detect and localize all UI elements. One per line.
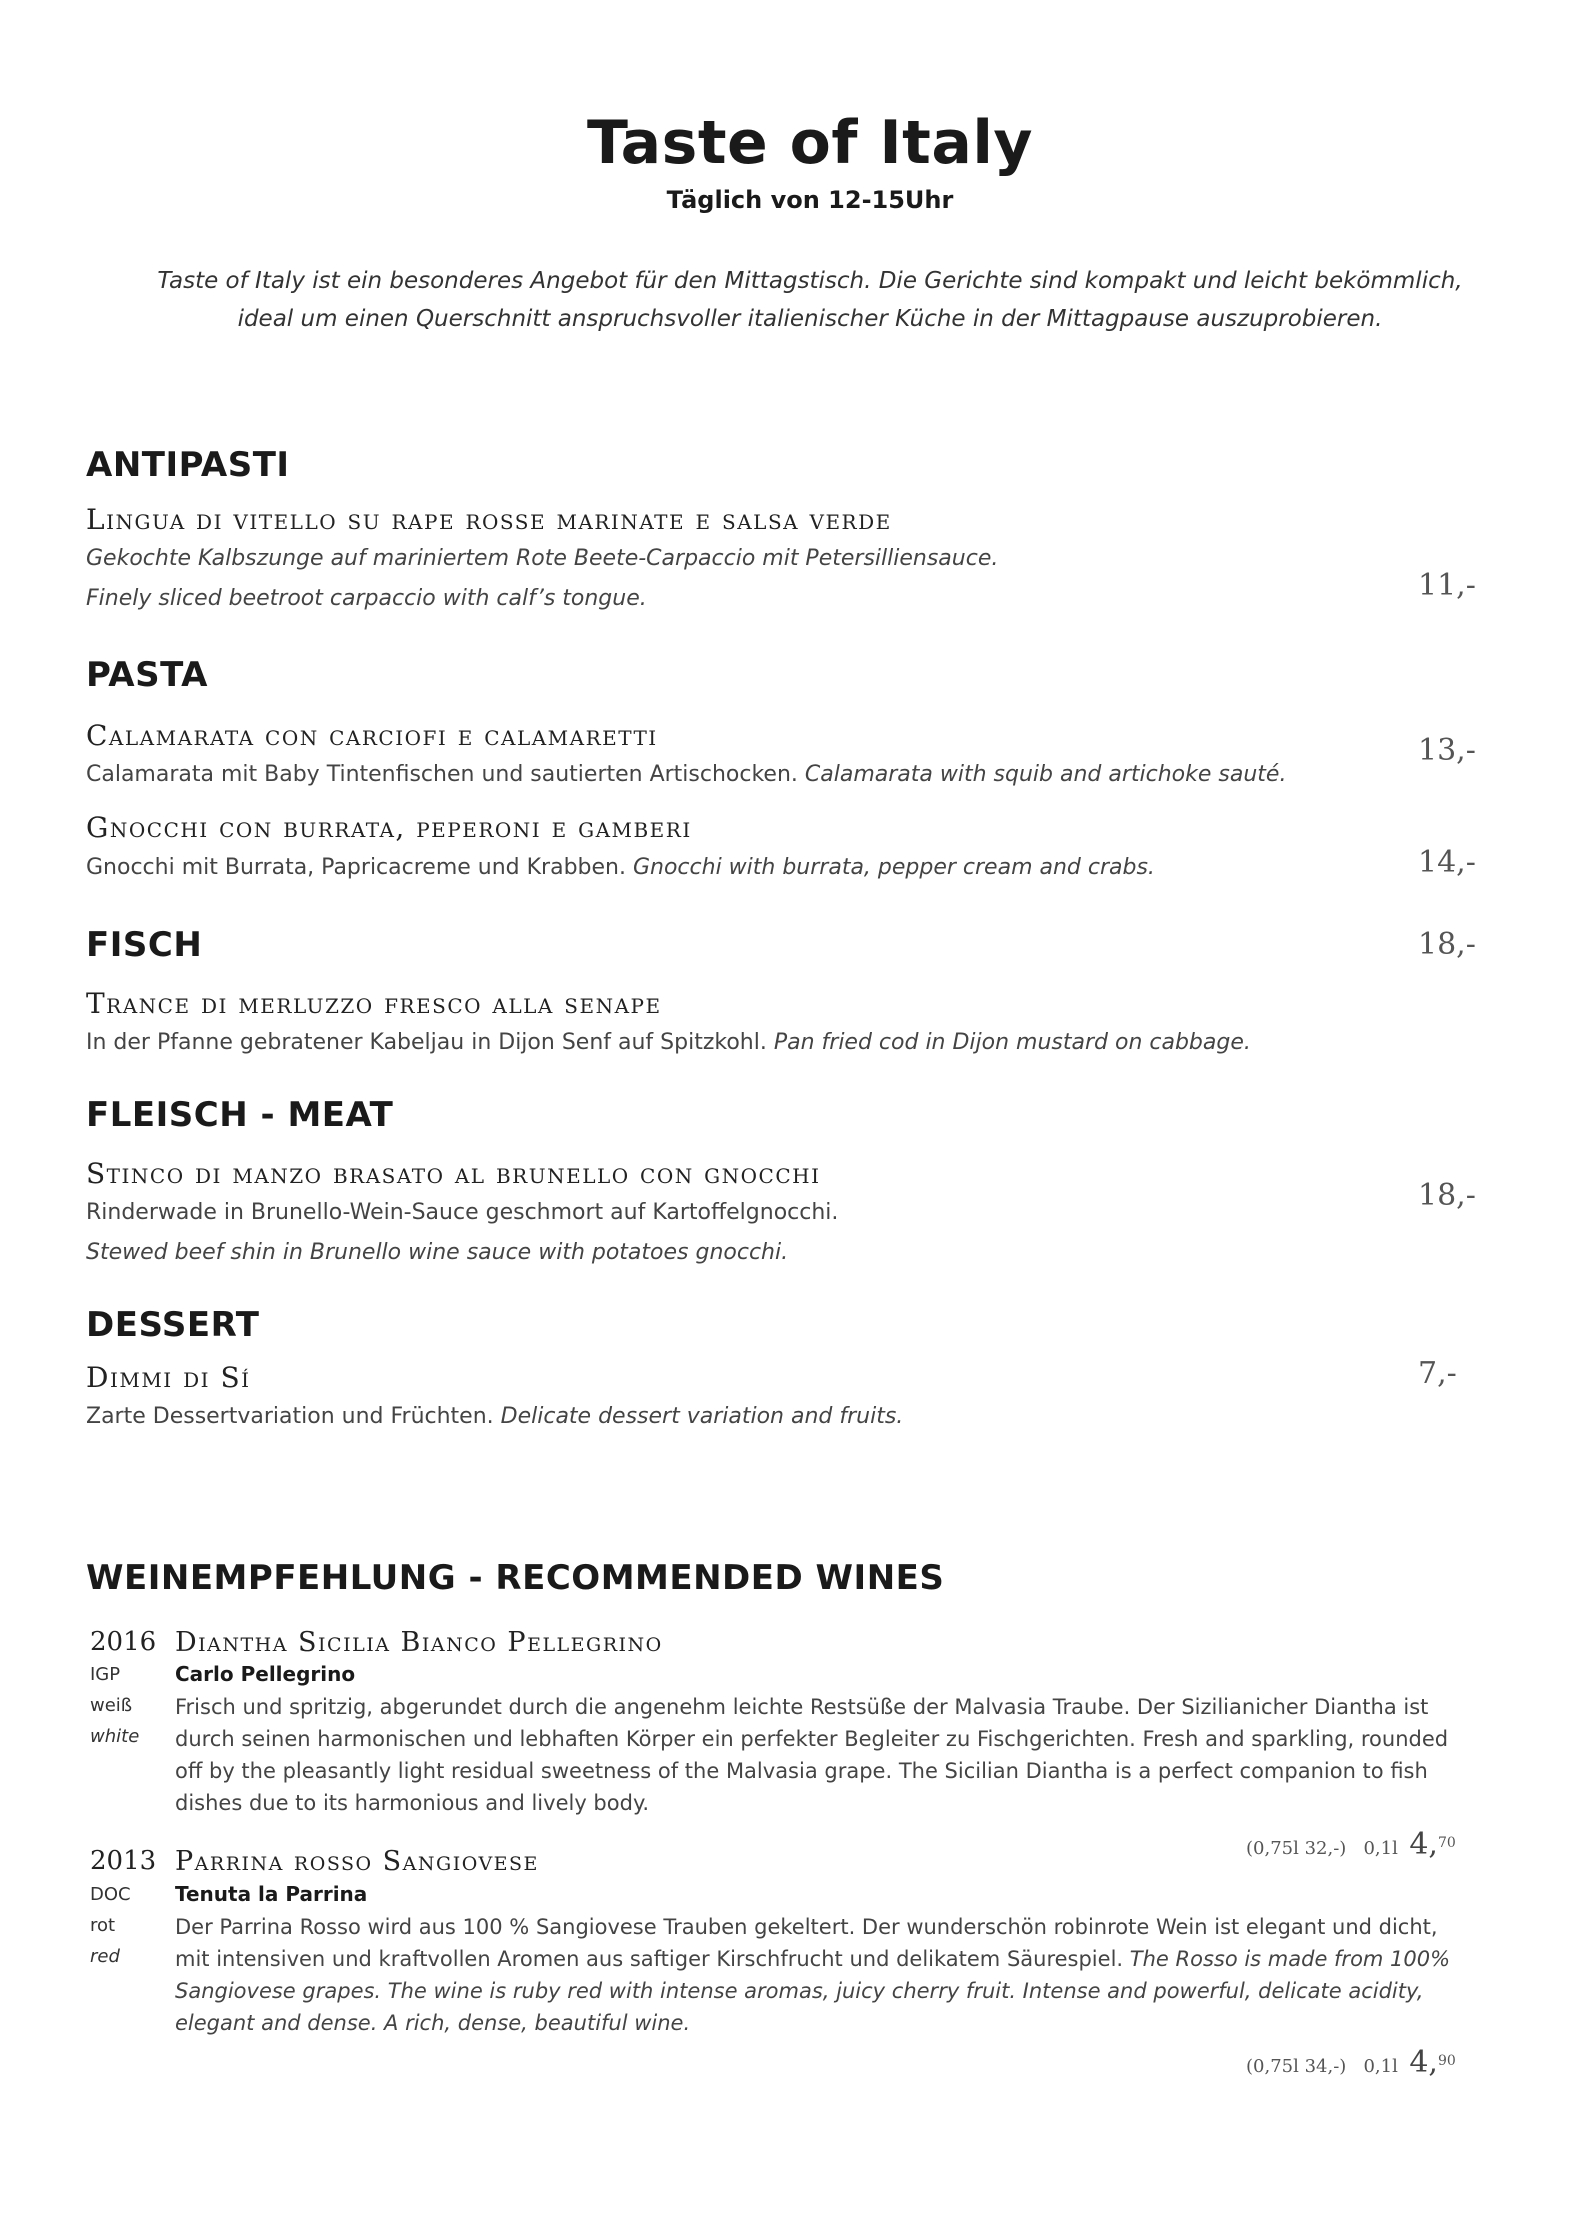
intro-line-2: ideal um einen Querschnitt anspruchsvoller italienischer Küche in der Mittagpause auszuprobieren. [237,306,1383,332]
section-dessert-heading: DESSERT [86,1305,260,1345]
dish-desc-en: Pan fried cod in Dijon mustard on cabbage. [773,1030,1251,1055]
wine-price [1246,1827,1456,1862]
dish-name: Calamarata con carciofi e calamaretti [86,719,658,752]
dish-desc-en: Delicate dessert variation and fruits. [500,1404,904,1429]
wine-class: DOC [90,1884,131,1905]
section-antipasti-heading: ANTIPASTI [86,445,290,485]
section-pasta-heading: PASTA [86,655,208,695]
wine-color-de: rot [90,1915,116,1936]
page-subtitle: Täglich von 12-15Uhr [666,186,954,214]
section-fisch-heading: FISCH [86,925,203,965]
dish-desc-de: Gnocchi mit Burrata, Papricacreme und Krabben. [86,855,626,880]
wine-name: Diantha Sicilia Bianco Pellegrino [175,1627,663,1658]
wine-year: 2013 [90,1846,157,1876]
wine-glass-price: 4, [1409,1827,1438,1862]
page-title: Taste of Italy [586,108,1034,178]
wine-color-en: red [90,1946,120,1967]
wine-glass-price: 4, [1409,2045,1438,2080]
dish-desc-en: Stewed beef shin in Brunello wine sauce with potatoes gnocchi. [86,1240,789,1265]
wine-producer: Tenuta la Parrina [175,1882,368,1906]
wine-color-en: white [90,1726,140,1747]
dish-price: 18,- [1418,1178,1476,1213]
wine-text-de: Frisch und spritzig, abgerundet durch die angenehm leichte Restsüße der Malvasia Traube. Der Sizilianicher Diantha ist durch seinen harmonischen und lebhaften Körper ein perfekter Begleiter zu Fischgerichten. [175,1695,1429,1751]
dish-price: 11,- [1418,568,1476,603]
wine-bottle-price: (0,75l 34,-) [1246,2056,1347,2077]
wine-description [175,1911,1465,2039]
dish-desc-de: In der Pfanne gebratener Kabeljau in Dijon Senf auf Spitzkohl. [86,1030,767,1055]
section-fleisch-heading: FLEISCH - MEAT [86,1095,394,1135]
dish-desc-en: Finely sliced beetroot carpaccio with calf’s tongue. [86,586,647,611]
wine-text-en: The Rosso is made from 100% Sangiovese grapes. The wine is ruby red with intense aromas, juicy cherry fruit. Intense and powerful, delicate acidity, elegant and dense. A rich, dense, beautiful wine. [175,1947,1451,2035]
dish-name: Stinco di manzo brasato al brunello con gnocchi [86,1157,821,1190]
wine-year: 2016 [90,1627,157,1657]
wine-glass-size: 0,1l [1363,1838,1398,1859]
wine-class: IGP [90,1664,121,1685]
section-wines-heading: WEINEMPFEHLUNG - RECOMMENDED WINES [86,1558,945,1598]
wine-glass-cents: 90 [1437,2053,1456,2069]
wine-text-en: Fresh and sparkling, rounded off by the pleasantly light residual sweetness of the Malvasia grape. The Sicilian Diantha is a perfect companion to fish dishes due to its harmonious and lively body. [175,1727,1449,1815]
dish-desc-de: Calamarata mit Baby Tintenfischen und sautierten Artischocken. [86,762,798,787]
wine-color-de: weiß [90,1695,133,1716]
dish-desc-en: Calamarata with squib and artichoke sauté. [804,762,1287,787]
wine-text-de: Der Parrina Rosso wird aus 100 % Sangiovese Trauben gekeltert. Der wunderschön robinrote Wein ist elegant und dicht, mit intensiven und kraftvollen Aromen aus saftiger Kirschfrucht und delikatem Säurespiel. [175,1915,1438,1971]
wine-description [175,1691,1465,1819]
dish-desc-en: Gnocchi with burrata, pepper cream and crabs. [632,855,1155,880]
wine-producer: Carlo Pellegrino [175,1662,356,1686]
dish-price: 14,- [1418,845,1476,880]
dish-price: 18,- [1418,927,1476,962]
wine-price [1246,2045,1456,2080]
intro-line-1: Taste of Italy ist ein besonderes Angebot für den Mittagstisch. Die Gerichte sind kompakt und leicht bekömmlich, [157,268,1463,294]
wine-glass-size: 0,1l [1363,2056,1398,2077]
dish-desc-de: Gekochte Kalbszunge auf mariniertem Rote Beete-Carpaccio mit Petersilliensauce. [86,546,999,571]
dish-name: Trance di merluzzo fresco alla senape [86,987,662,1020]
dish-price: 7,- [1418,1356,1457,1391]
dish-name: Lingua di vitello su rape rosse marinate e salsa verde [86,503,892,536]
dish-desc-de: Rinderwade in Brunello-Wein-Sauce geschmort auf Kartoffelgnocchi. [86,1200,839,1225]
wine-name: Parrina rosso Sangiovese [175,1846,539,1877]
dish-name: Gnocchi con burrata, peperoni e gamberi [86,811,692,844]
wine-bottle-price: (0,75l 32,-) [1246,1838,1347,1859]
dish-desc-de: Zarte Dessertvariation und Früchten. [86,1404,494,1429]
dish-price: 13,- [1418,733,1476,768]
dish-name: Dimmi di Sí [86,1361,251,1394]
wine-glass-cents: 70 [1437,1835,1456,1851]
